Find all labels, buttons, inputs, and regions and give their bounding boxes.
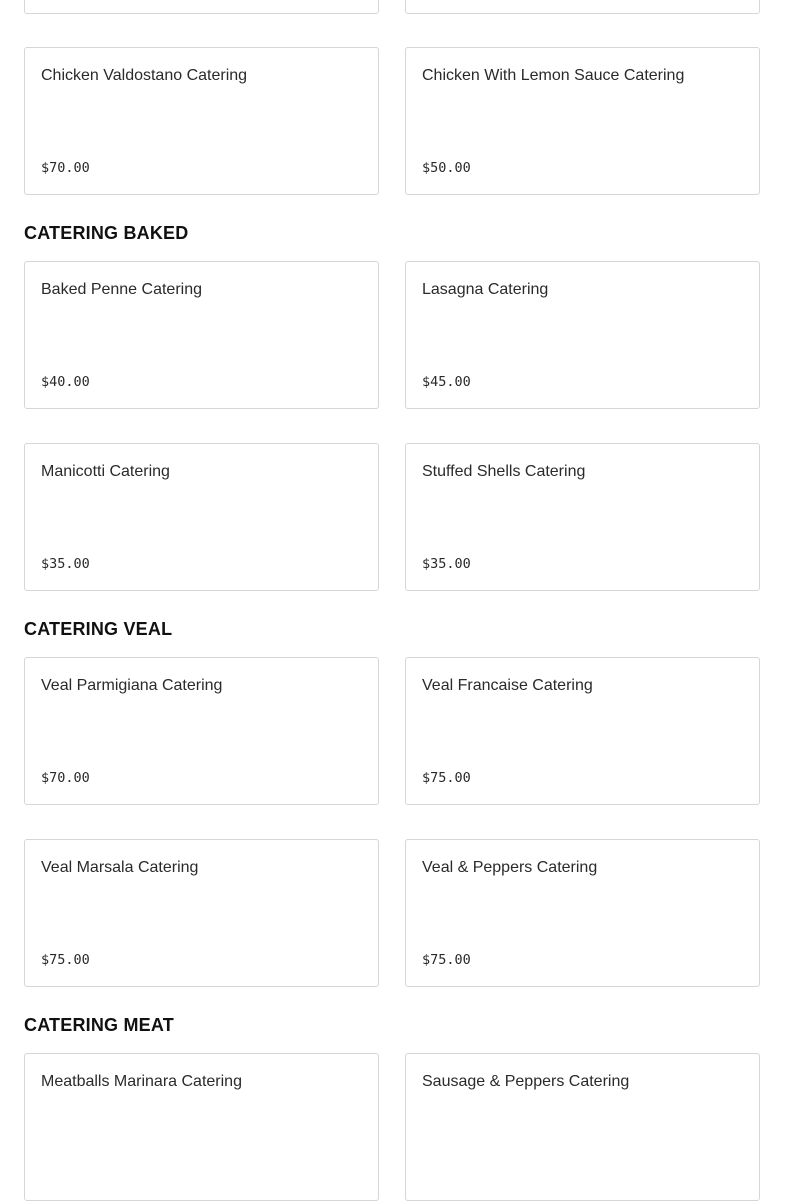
menu-item-name: Manicotti Catering bbox=[41, 463, 170, 480]
menu-item-card[interactable] bbox=[24, 47, 379, 195]
menu-item-name: Veal Francaise Catering bbox=[422, 677, 593, 694]
menu-item-name: Baked Penne Catering bbox=[41, 281, 202, 298]
menu-item-name: Veal Parmigiana Catering bbox=[41, 677, 223, 694]
menu-item-price: $70.00 bbox=[41, 770, 90, 786]
menu-item-price: $75.00 bbox=[422, 952, 471, 968]
menu-item-card[interactable] bbox=[24, 0, 379, 14]
menu-item-name: Stuffed Shells Catering bbox=[422, 463, 586, 480]
menu-item-name: Chicken Valdostano Catering bbox=[41, 67, 248, 84]
section-heading-meat: CATERING MEAT bbox=[24, 1015, 174, 1035]
menu-item-card[interactable] bbox=[24, 1053, 379, 1201]
menu-item-price: $40.00 bbox=[41, 374, 90, 390]
menu-item-name: Lasagna Catering bbox=[422, 281, 549, 298]
menu-item-card[interactable] bbox=[405, 839, 760, 987]
menu-item-card[interactable] bbox=[24, 839, 379, 987]
menu-item-card[interactable] bbox=[405, 261, 760, 409]
menu-item-price: $75.00 bbox=[41, 952, 90, 968]
section-heading-baked: CATERING BAKED bbox=[24, 223, 189, 243]
menu-item-name: Meatballs Marinara Catering bbox=[41, 1073, 242, 1090]
menu-item-name: Sausage & Peppers Catering bbox=[422, 1073, 630, 1090]
menu-item-card[interactable] bbox=[24, 261, 379, 409]
menu-item-card[interactable] bbox=[405, 1053, 760, 1201]
section-heading-veal: CATERING VEAL bbox=[24, 619, 173, 639]
menu-item-name: Veal Marsala Catering bbox=[41, 859, 199, 876]
menu-item-name: Veal & Peppers Catering bbox=[422, 859, 598, 876]
menu-item-price: $50.00 bbox=[422, 160, 471, 176]
menu-item-price: $70.00 bbox=[41, 160, 90, 176]
menu-item-card[interactable] bbox=[24, 443, 379, 591]
menu-item-price: $45.00 bbox=[422, 374, 471, 390]
menu-item-card[interactable] bbox=[405, 657, 760, 805]
menu-item-price: $35.00 bbox=[41, 556, 90, 572]
menu-item-card[interactable] bbox=[24, 657, 379, 805]
menu-item-price: $35.00 bbox=[422, 556, 471, 572]
menu-item-name: Chicken With Lemon Sauce Catering bbox=[422, 67, 685, 84]
menu-item-card[interactable] bbox=[405, 0, 760, 14]
menu-item-card[interactable] bbox=[405, 47, 760, 195]
menu-item-card[interactable] bbox=[405, 443, 760, 591]
menu-item-price: $75.00 bbox=[422, 770, 471, 786]
